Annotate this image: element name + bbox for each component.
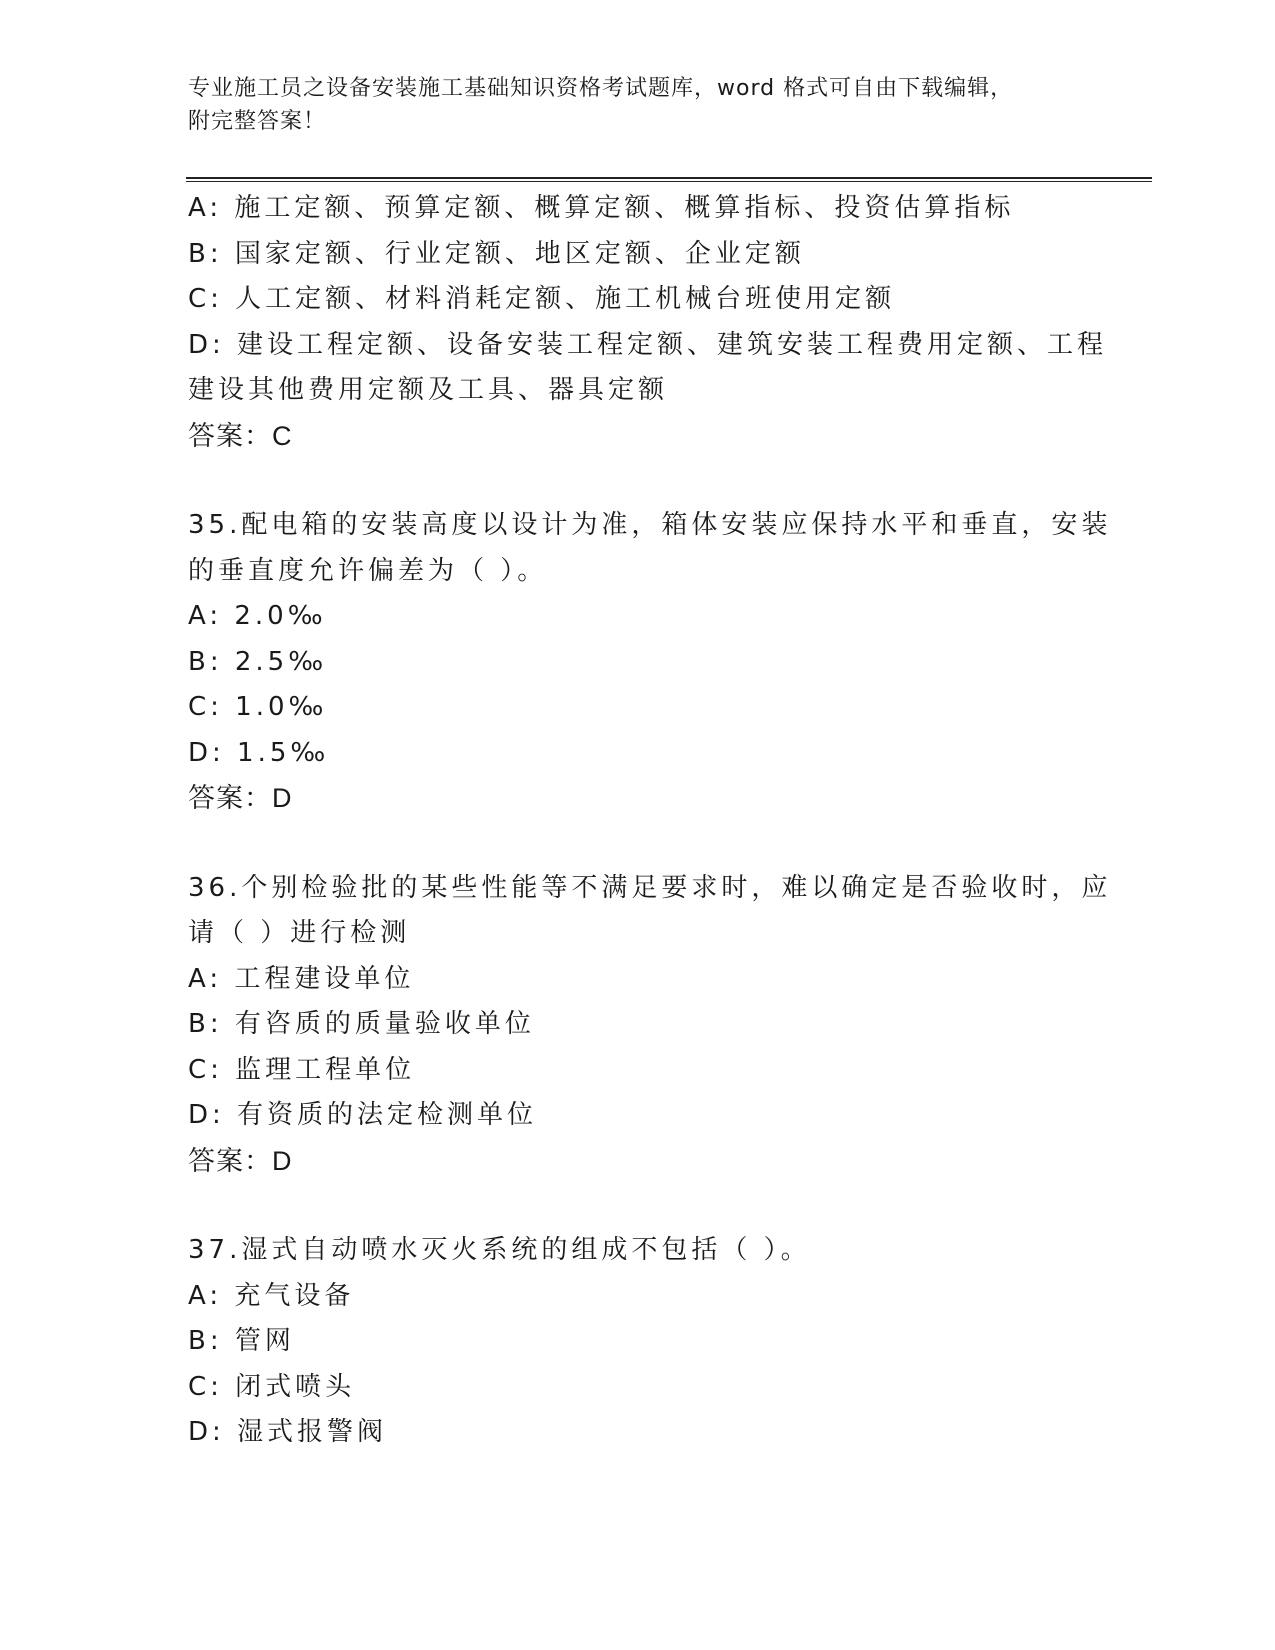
spacer: [188, 822, 1088, 866]
spacer: [188, 1184, 1088, 1228]
option-a: A: 2.0‰: [188, 601, 327, 631]
question-stem-line-2: 的垂直度允许偏差为（ ）。: [188, 555, 548, 586]
header-divider: [186, 177, 1152, 182]
document-header: [188, 72, 1088, 138]
question-stem-line-1: 35.配电箱的安装高度以设计为准，箱体安装应保持水平和垂直，安装: [188, 510, 1112, 540]
option-a: A: 施工定额、预算定额、概算定额、概算指标、投资估算指标: [188, 193, 1015, 223]
question-stem-line-1: 37.湿式自动喷水灭火系统的组成不包括（ ）。: [188, 1235, 811, 1265]
question-stem-line-2: 请（ ）进行检测: [188, 918, 411, 948]
option-c: C: 1.0‰: [188, 692, 328, 722]
question-stem-line-1: 36.个别检验批的某些性能等不满足要求时，难以确定是否验收时，应: [188, 872, 1112, 903]
option-d: D: 湿式报警阀: [188, 1417, 388, 1447]
option-a: A: 充气设备: [188, 1280, 355, 1311]
option-d-line-2: 建设其他费用定额及工具、器具定额: [188, 375, 669, 405]
option-c: C: 闭式喷头: [188, 1371, 356, 1402]
question-35: [188, 503, 1112, 822]
option-d: D: 1.5‰: [188, 737, 330, 768]
answer-35: 答案：D: [188, 783, 293, 813]
header-line-1: 专业施工员之设备安装施工基础知识资格考试题库，word 格式可自由下载编辑，: [188, 76, 1014, 101]
question-list: [188, 186, 1112, 1456]
option-b: B: 管网: [188, 1326, 295, 1356]
option-c: C: 人工定额、材料消耗定额、施工机械台班使用定额: [188, 284, 896, 314]
option-b: B: 国家定额、行业定额、地区定额、企业定额: [188, 238, 805, 269]
question-34-options: [188, 186, 1108, 459]
option-d: D: 有资质的法定检测单位: [188, 1100, 538, 1130]
question-36: [188, 866, 1112, 1185]
option-d-line-1: D: 建设工程定额、设备安装工程定额、建筑安装工程费用定额、工程: [188, 329, 1108, 360]
option-c: C: 监理工程单位: [188, 1054, 416, 1085]
answer-36: 答案：D: [188, 1145, 293, 1176]
answer-34: 答案：C: [188, 420, 293, 451]
option-a: A: 工程建设单位: [188, 963, 415, 994]
option-b: B: 2.5‰: [188, 646, 328, 677]
option-b: B: 有咨质的质量验收单位: [188, 1009, 535, 1039]
spacer: [188, 459, 1088, 503]
header-line-2: 附完整答案！: [188, 109, 327, 134]
question-37: [188, 1228, 1088, 1456]
